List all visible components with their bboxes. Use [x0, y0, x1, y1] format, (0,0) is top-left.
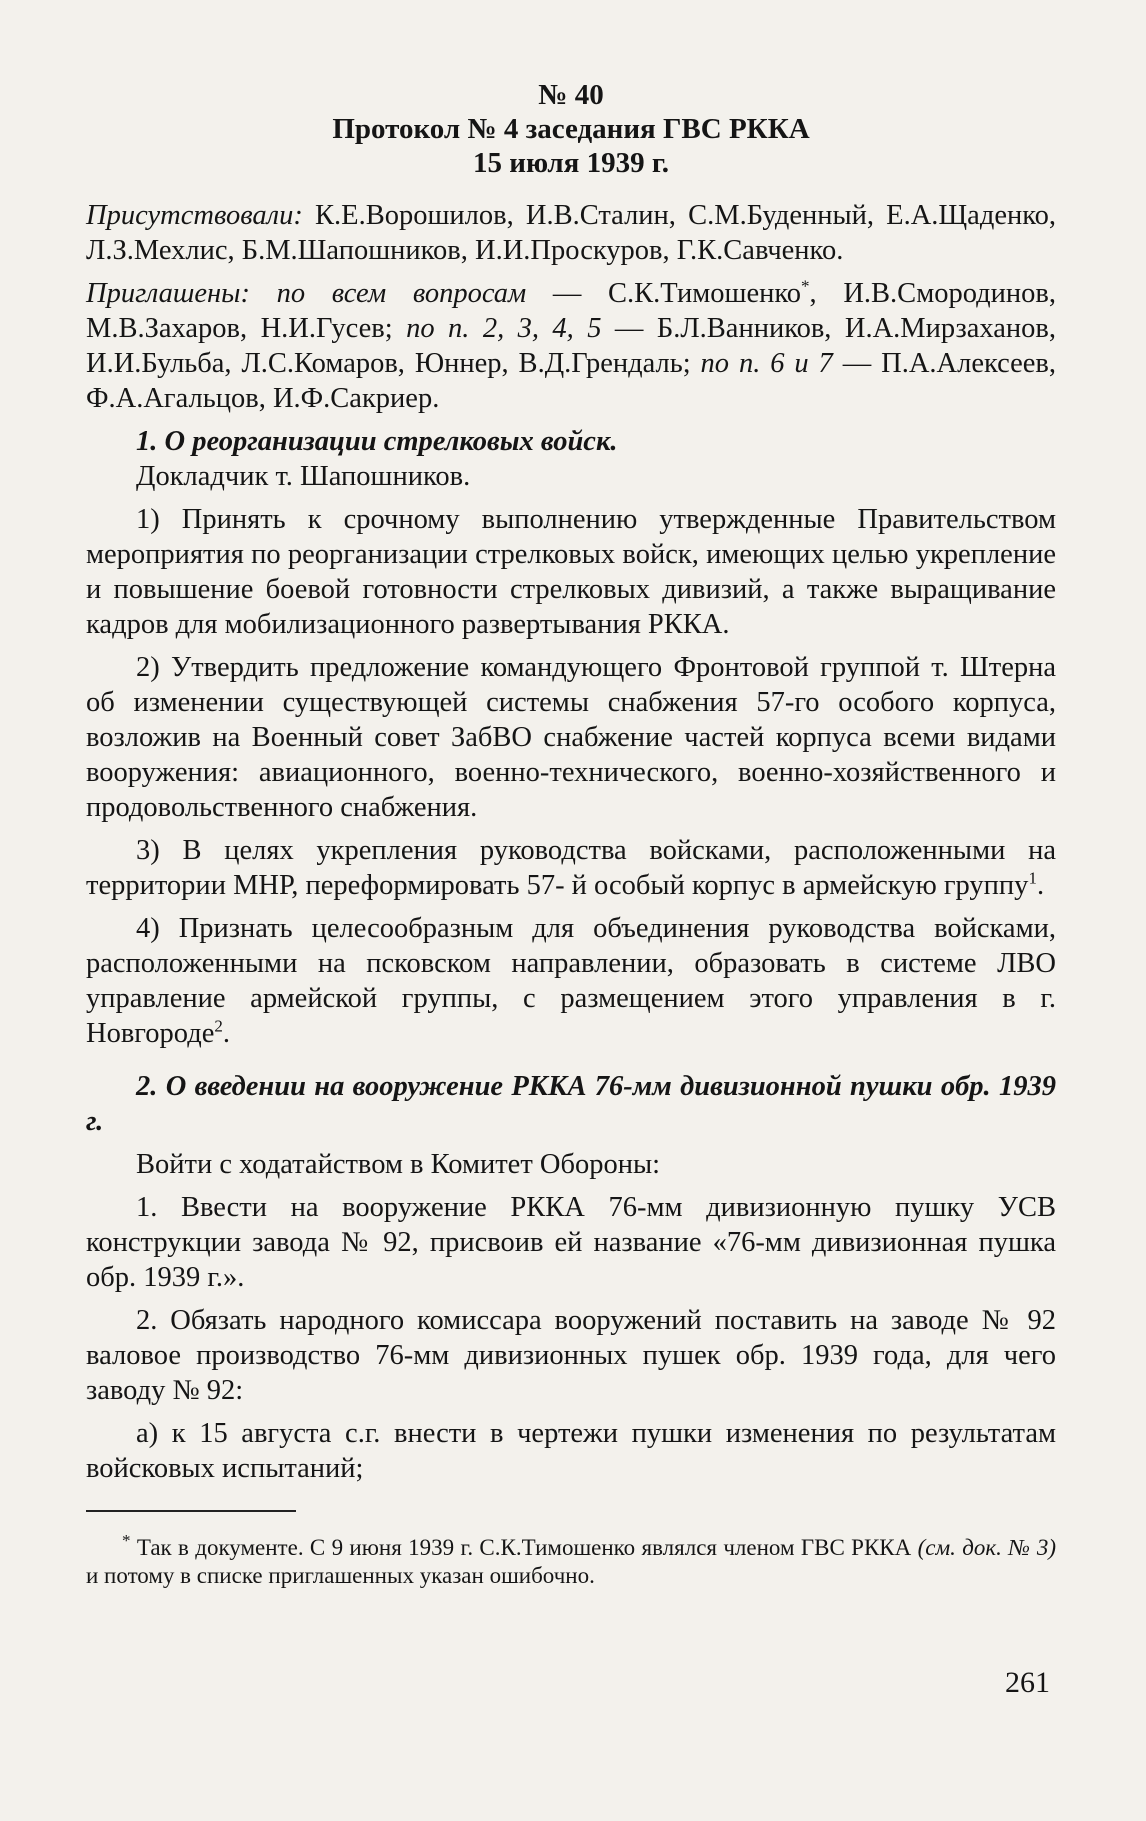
- document-date: 15 июля 1939 г.: [472, 147, 669, 179]
- section-1-speaker: Докладчик т. Шапошников.: [136, 461, 471, 492]
- section-2-item-a: а) к 15 августа с.г. внести в чертежи пушки изменения по результатам войсковых испытаний;: [86, 1418, 1056, 1484]
- footnote-ref: (см. док. № 3): [917, 1535, 1056, 1560]
- item-3-text: 3) В целях укрепления руководства войсками, расположенными на территории МНР, переформировать 57- й особый корпус в армейскую группу: [86, 835, 1056, 901]
- endnote-2-mark: 2: [214, 1016, 223, 1036]
- present-paragraph: [86, 198, 1056, 268]
- invited-1: — Б.Л.Ванников, И.А.Мирзаханов, И.И.Бульба, Л.С.Комаров, Юннер, В.Д.Грендаль;: [86, 313, 1056, 379]
- invited-2: — П.А.Алексеев, Ф.А.Агальцов, И.Ф.Сакриер.: [86, 348, 1056, 414]
- footnote-mark: *: [801, 276, 810, 296]
- invited-label: Приглашены: по всем вопросам: [86, 278, 527, 309]
- footnote: [86, 1531, 1056, 1590]
- section-1-item-2: 2) Утвердить предложение командующего Фронтовой группой т. Штерна об изменении существующей системы снабжения 57-го особого корпуса, возложив на Военный совет ЗабВО снабжение частей корпуса всеми видами вооружения: авиационного, военно-технического, военно-хозяйственного и продовольственного снабжения.: [86, 652, 1056, 823]
- section-2-item-1: 1. Ввести на вооружение РККА 76-мм дивизионную пушку УСВ конструкции завода № 92, присвоив ей название «76-мм дивизионная пушка обр. 1939 г.».: [86, 1192, 1056, 1293]
- items-label-2: по п. 6 и 7: [700, 348, 833, 379]
- item-4-text: 4) Признать целесообразным для объединения руководства войсками, расположенными на псковском направлении, образовать в системе ЛВО управление армейской группы, с размещением этого управления в г. Новгороде: [86, 913, 1056, 1049]
- section-2-heading: 2. О введении на вооружение РККА 76-мм дивизионной пушки обр. 1939 г.: [86, 1071, 1056, 1137]
- invited-paragraph: [86, 276, 1056, 416]
- document-number: № 40: [538, 79, 604, 111]
- section-2-item-2: 2. Обязать народного комиссара вооружений поставить на заводе № 92 валовое производство 76-мм дивизионных пушек обр. 1939 года, для чего заводу № 92:: [86, 1305, 1056, 1406]
- footnote-divider: [86, 1510, 296, 1512]
- section-1-heading: 1. О реорганизации стрелковых войск.: [136, 426, 618, 457]
- footnote-star: *: [122, 1531, 131, 1551]
- page-content: [86, 78, 1056, 1590]
- present-list: К.Е.Ворошилов, И.В.Сталин, С.М.Буденный, Е.А.Щаденко, Л.З.Мехлис, Б.М.Шапошников, И.И.Проскуров, Г.К.Савченко.: [86, 200, 1056, 266]
- item-4-end: .: [222, 1018, 230, 1049]
- footnote-text-b: и потому в списке приглашенных указан ошибочно.: [86, 1563, 595, 1588]
- endnote-1-mark: 1: [1028, 868, 1037, 888]
- item-3-end: .: [1036, 870, 1045, 901]
- section-1-item-3: [86, 833, 1056, 903]
- items-label-1: по п. 2, 3, 4, 5: [406, 313, 602, 344]
- page-number: 261: [1005, 1666, 1050, 1699]
- section-2-intro: Войти с ходатайством в Комитет Обороны:: [136, 1149, 661, 1180]
- invited-all-rest: , И.В.Смородинов, М.В.Захаров, Н.И.Гусев;: [86, 278, 1056, 344]
- section-1-item-4: [86, 911, 1056, 1051]
- present-label: Присутствовали:: [86, 200, 303, 231]
- footnote-text-a: Так в документе. С 9 июня 1939 г. С.К.Тимошенко являлся членом ГВС РККА: [130, 1535, 918, 1560]
- section-1-item-1: 1) Принять к срочному выполнению утвержденные Правительством мероприятия по реорганизации стрелковых войск, имеющих целью укрепление и повышение боевой готовности стрелковых дивизий, а также выращивание кадров для мобилизационного развертывания РККА.: [86, 504, 1056, 640]
- invited-all: — С.К.Тимошенко: [526, 278, 802, 309]
- document-title: Протокол № 4 заседания ГВС РККА: [332, 113, 810, 145]
